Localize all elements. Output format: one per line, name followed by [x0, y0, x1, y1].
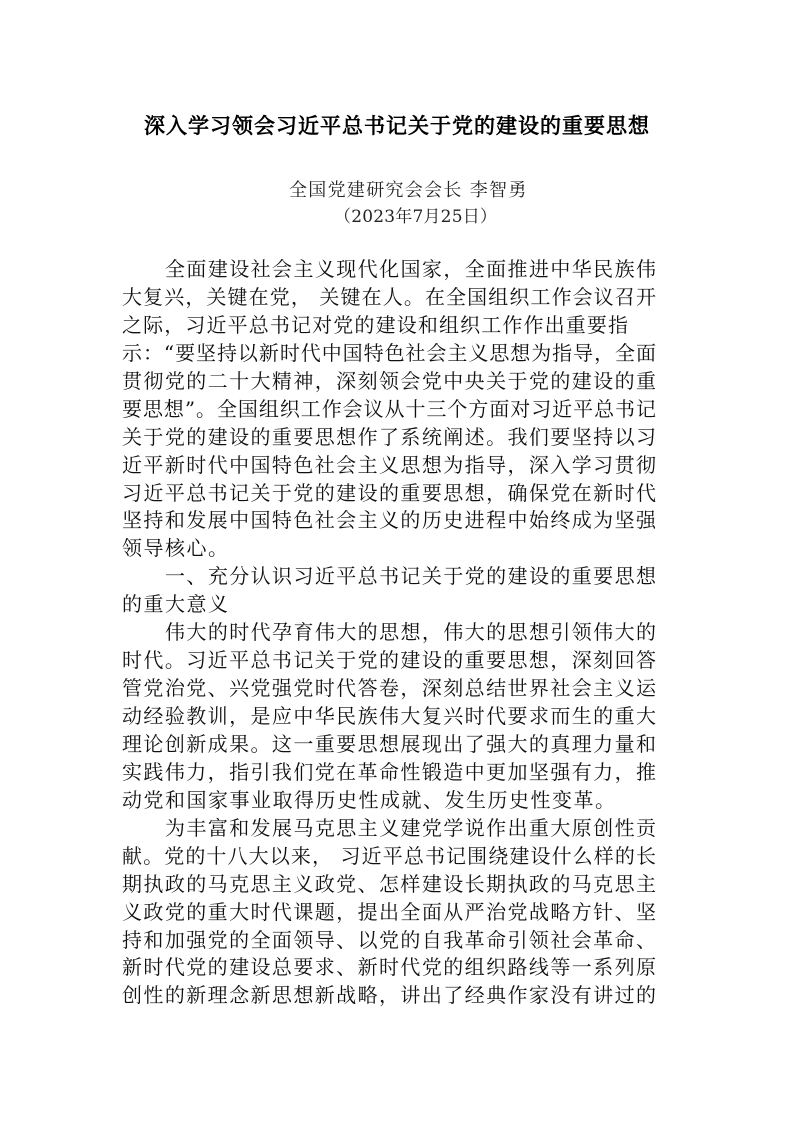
text-line: 示：“要坚持以新时代中国特色社会主义思想为指导，全面 — [122, 340, 656, 365]
paragraph-great-era — [122, 619, 656, 815]
heading-line: 一、充分认识习近平总书记关于党的建设的重要思想 — [165, 564, 656, 589]
text-line: 要思想”。全国组织工作会议从十三个方面对习近平总书记 — [122, 396, 656, 421]
text-line: 实践伟力，指引我们党在革命性锻造中更加坚强有力，推 — [122, 759, 656, 784]
text-line: 坚持和发展中国特色社会主义的历史进程中始终成为坚强 — [122, 508, 656, 533]
heading-line: 的重大意义 — [122, 592, 230, 617]
text-line: 献。党的十八大以来， 习近平总书记围绕建设什么样的长 — [122, 843, 656, 868]
text-line: 动党和国家事业取得历史性成就、发生历史性变革。 — [122, 787, 617, 812]
text-line: 新时代党的建设总要求、新时代党的组织路线等一系列原 — [122, 955, 656, 980]
text-line: 之际，习近平总书记对党的建设和组织工作作出重要指 — [122, 312, 628, 337]
text-line: 大复兴，关键在党， 关键在人。在全国组织工作会议召开 — [122, 284, 656, 309]
text-line: 全面建设社会主义现代化国家，全面推进中华民族伟 — [165, 257, 656, 281]
text-line: 创性的新理念新思想新战略，讲出了经典作家没有讲过的 — [122, 983, 656, 1008]
section-heading-1 — [122, 563, 656, 619]
text-line: 贯彻党的二十大精神，深刻领会党中央关于党的建设的重 — [122, 368, 656, 393]
document-title: 深入学习领会习近平总书记关于党的建设的重要思想 — [144, 114, 650, 138]
text-line: 义政党的重大时代课题，提出全面从严治党战略方针、坚 — [122, 899, 656, 924]
paragraph-intro — [122, 256, 656, 563]
text-line: 为丰富和发展马克思主义建党学说作出重大原创性贡 — [165, 815, 656, 840]
text-line: 伟大的时代孕育伟大的思想，伟大的思想引领伟大的 — [165, 620, 656, 645]
document-body — [122, 256, 656, 1010]
author-line: 全国党建研究会会长 李智勇 — [289, 180, 528, 201]
text-line: 期执政的马克思主义政党、怎样建设长期执政的马克思主 — [122, 871, 656, 896]
text-line: 理论创新成果。这一重要思想展现出了强大的真理力量和 — [122, 731, 656, 756]
text-line: 领导核心。 — [122, 536, 230, 561]
text-line: 关于党的建设的重要思想作了系统阐述。我们要坚持以习 — [122, 424, 656, 449]
date-line: （2023年7月25日） — [334, 207, 498, 227]
text-line: 时代。习近平总书记关于党的建设的重要思想，深刻回答 — [122, 648, 656, 673]
text-line: 近平新时代中国特色社会主义思想为指导，深入学习贯彻 — [122, 452, 656, 477]
text-line: 动经验教训，是应中华民族伟大复兴时代要求而生的重大 — [122, 704, 656, 728]
text-line: 管党治党、兴党强党时代答卷，深刻总结世界社会主义运 — [122, 676, 656, 701]
text-line: 持和加强党的全面领导、以党的自我革命引领社会革命、 — [122, 927, 656, 952]
text-line: 习近平总书记关于党的建设的重要思想，确保党在新时代 — [122, 480, 656, 505]
paragraph-marxism — [122, 815, 656, 1011]
